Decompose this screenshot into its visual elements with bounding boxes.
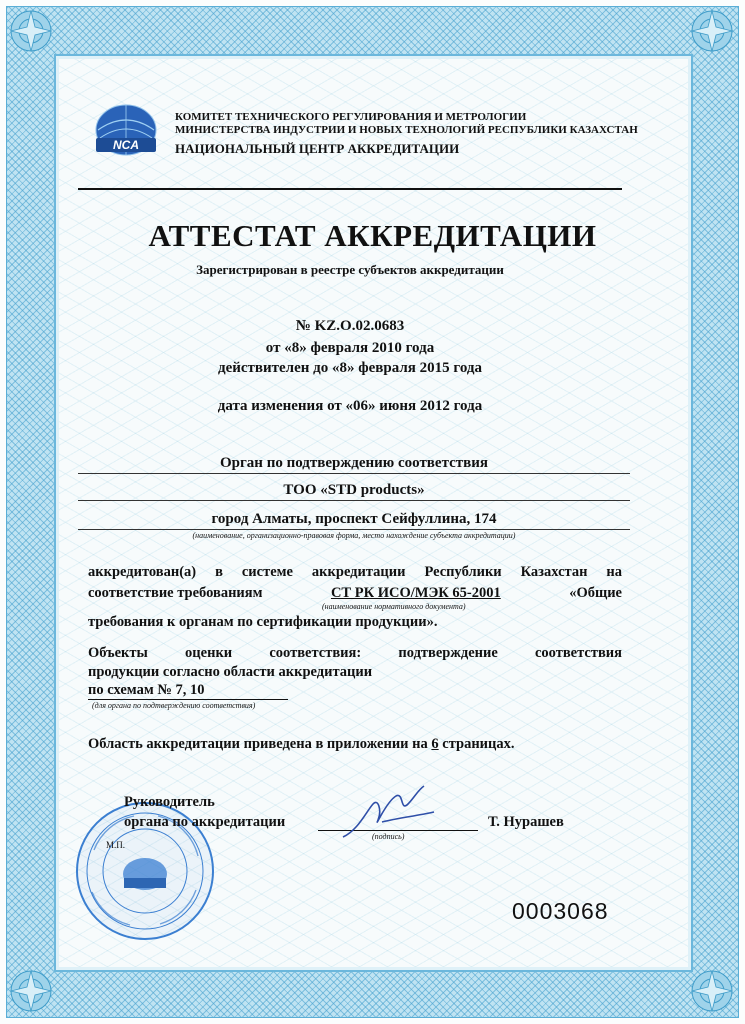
signatory-body: органа по аккредитации — [124, 814, 286, 830]
seal-place-label: М.П. — [106, 840, 126, 850]
organization-caption: (наименование, организационно-правовая форма, место нахождение субъекта аккредитации) — [192, 531, 516, 540]
issue-date: от «8» февраля 2010 года — [265, 340, 435, 356]
objects-line-2: продукции согласно области аккредитации — [88, 664, 373, 680]
objects-line-1: Объекты оценки соответствия: подтверждение соответствия — [88, 645, 622, 661]
signature-caption: (подпись) — [372, 832, 405, 841]
corner-ornament-icon — [6, 966, 56, 1016]
document-title: АТТЕСТАТ АККРЕДИТАЦИИ — [148, 218, 597, 253]
valid-until: действителен до «8» февраля 2015 года — [218, 360, 482, 376]
registered-subtitle: Зарегистрирован в реестре субъектов аккредитации — [196, 262, 504, 277]
nca-logo-icon — [86, 100, 166, 166]
scope-suffix: страницах. — [442, 736, 515, 752]
scope-statement — [88, 734, 622, 754]
accreditation-line-1: аккредитован(а) в системе аккредитации Республики Казахстан на — [88, 564, 622, 580]
handwritten-signature — [338, 782, 438, 844]
header-divider — [78, 188, 622, 190]
divider-line — [78, 529, 630, 530]
scope-pages: 6 — [431, 736, 439, 752]
accreditation-line-3: требования к органам по сертификации продукции». — [88, 614, 438, 630]
divider-line — [78, 500, 630, 501]
schemes: по схемам № 7, 10 — [88, 681, 288, 700]
requirements-label: соответствие требованиям — [88, 585, 263, 601]
requirements-suffix: «Общие — [569, 585, 622, 601]
certificate-number: № KZ.O.02.0683 — [295, 318, 405, 334]
header-authority — [175, 111, 638, 137]
ministry-name: МИНИСТЕРСТВА ИНДУСТРИИ И НОВЫХ ТЕХНОЛОГИЙ РЕСПУБЛИКИ КАЗАХСТАН — [175, 124, 638, 136]
organization-type: Орган по подтверждению соответствия — [219, 455, 488, 471]
signatory-name: Т. Нурашев — [488, 814, 564, 830]
standard-reference: СТ РК ИСО/МЭК 65-2001 — [330, 585, 501, 601]
committee-name: КОМИТЕТ ТЕХНИЧЕСКОГО РЕГУЛИРОВАНИЯ И МЕТРОЛОГИИ — [175, 111, 527, 123]
organization-name: ТОО «STD products» — [283, 482, 425, 498]
organization-address: город Алматы, проспект Сейфуллина, 174 — [211, 511, 497, 527]
center-name: НАЦИОНАЛЬНЫЙ ЦЕНТР АККРЕДИТАЦИИ — [175, 141, 460, 156]
logo-text: NCA — [113, 138, 139, 152]
change-date: дата изменения от «06» июня 2012 года — [217, 398, 483, 414]
accreditation-line-2 — [88, 583, 622, 603]
signatory-title: Руководитель — [124, 794, 215, 810]
scope-prefix: Область аккредитации приведена в приложении на — [88, 736, 428, 752]
corner-ornament-icon — [6, 6, 56, 56]
corner-ornament-icon — [687, 6, 737, 56]
corner-ornament-icon — [687, 966, 737, 1016]
schemes-caption: (для органа по подтверждению соответствия) — [92, 701, 256, 710]
serial-number: 0003068 — [512, 898, 609, 924]
divider-line — [78, 473, 630, 474]
standard-caption: (наименование нормативного документа) — [322, 602, 466, 611]
